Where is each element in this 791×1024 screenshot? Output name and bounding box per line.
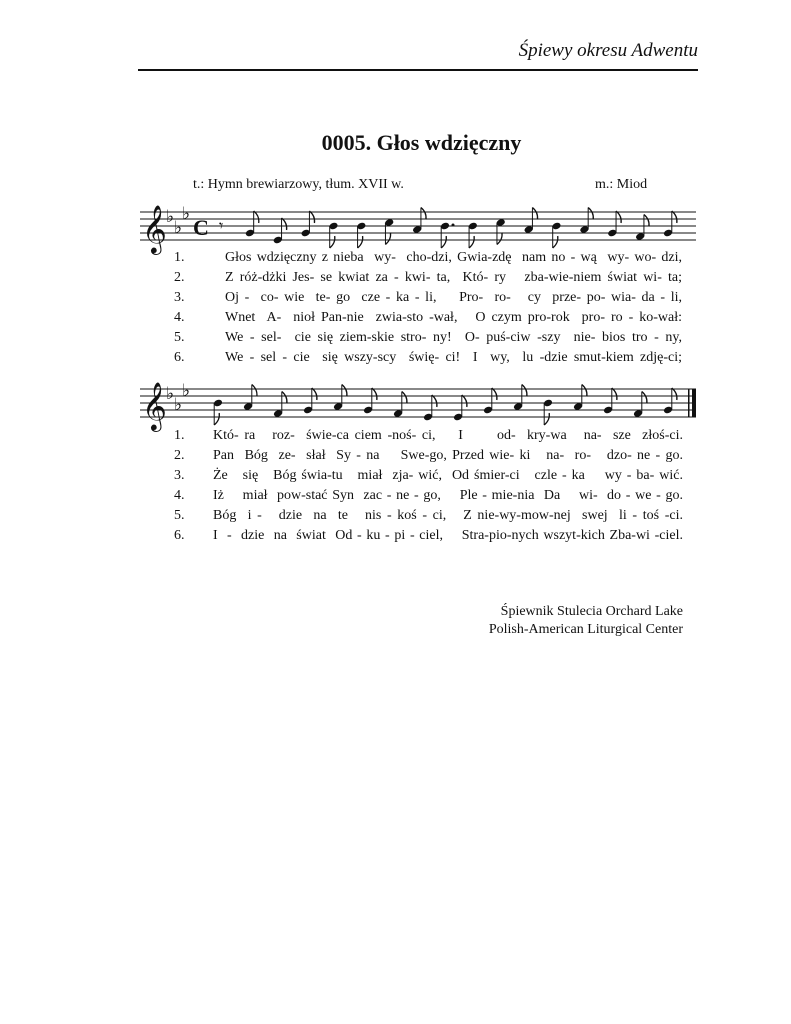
note-flag [372, 388, 377, 400]
verse-row [0, 488, 791, 508]
note-flag [358, 236, 363, 248]
verse-row [0, 528, 791, 548]
verse-number: 2. [174, 270, 185, 285]
note-flag [616, 211, 621, 223]
source-line-1: Śpiewnik Stulecia Orchard Lake [500, 604, 683, 619]
verse-row [0, 310, 791, 330]
verse-row [0, 330, 791, 350]
note-flag [402, 392, 407, 404]
verse-row [0, 350, 791, 370]
music-staff-1 [0, 195, 791, 255]
note-flag [309, 211, 314, 223]
notes-system-1 [219, 208, 677, 249]
verse-lyrics: Iż miał pow-stać Syn zac - ne - go, Ple - mie-nia Da wi- do - we - go. [213, 488, 683, 503]
eighth-rest: 𝄾 [219, 216, 224, 235]
verse-lyrics: We - sel - cie się wszy-scy świę- ci! I wy, lu -dzie smut-kiem zdję-ci; [225, 350, 682, 365]
verse-lyrics: We - sel- cie się ziem-skie stro- ny! O- puś-ciw -szy nie- bios tro - ny, [225, 330, 682, 345]
note-flag [544, 413, 549, 425]
verse-row [0, 250, 791, 270]
verse-number: 4. [174, 310, 185, 325]
note-flag [254, 211, 259, 223]
note-flag [492, 388, 497, 400]
verse-lyrics: Że się Bóg świa-tu miał zja- wić, Od śmier-ci czle - ka wy - ba- wić. [213, 468, 683, 483]
verse-number: 2. [174, 448, 185, 463]
verse-row [0, 270, 791, 290]
note-flag [214, 413, 219, 425]
notes-system-2 [213, 385, 677, 426]
verse-number: 1. [174, 428, 185, 443]
music-staff-2 [0, 372, 791, 432]
verse-lyrics: Pan Bóg ze- słał Sy - na Swe-go, Przed wie- ki na- ro- dzo- ne - go. [213, 448, 683, 463]
svg-text:♭: ♭ [166, 384, 175, 404]
svg-text:♭: ♭ [166, 207, 175, 227]
note-flag [252, 385, 257, 397]
verse-number: 5. [174, 330, 185, 345]
verse-lyrics: Oj - co- wie te- go cze - ka - li, Pro- ro- cy prze- po- wia- da - li, [225, 290, 682, 305]
treble-clef-icon: 𝄞 [142, 381, 167, 430]
final-barline [688, 389, 696, 417]
verse-row [0, 428, 791, 448]
verse-number: 3. [174, 290, 185, 305]
verse-number: 4. [174, 488, 185, 503]
note-flag [342, 385, 347, 397]
verse-lyrics: Wnet A- nioł Pan-nie zwia-sto -wał, O czym pro-rok pro- ro - ko-wał: [225, 310, 682, 325]
note-flag [312, 388, 317, 400]
music-credit: m.: Miod [595, 177, 648, 192]
verse-lyrics: Bóg i - dzie na te nis - koś - ci, Z nie-wy-mow-nej swej li - toś -ci. [213, 508, 683, 523]
verse-row [0, 448, 791, 468]
note-flag [497, 233, 502, 245]
note-flag [553, 236, 558, 248]
note-flag [282, 218, 287, 230]
svg-text:♭: ♭ [182, 381, 191, 401]
verse-row [0, 468, 791, 488]
note-flag [469, 236, 474, 248]
note-flag [532, 208, 537, 220]
verses-part-1 [0, 250, 791, 370]
treble-clef-icon: 𝄞 [142, 204, 167, 253]
header-rule [138, 69, 698, 71]
note-flag [588, 208, 593, 220]
running-header: Śpiewy okresu Adwentu [518, 40, 698, 61]
song-title: 0005. Głos wdzięczny [321, 130, 522, 155]
verse-row [0, 508, 791, 528]
text-credit: t.: Hymn brewiarzowy, tłum. XVII w. [193, 177, 404, 192]
verse-number: 5. [174, 508, 185, 523]
source-line-2: Polish-American Liturgical Center [488, 622, 683, 637]
note-flag [672, 211, 677, 223]
note-flag [421, 208, 426, 220]
verse-number: 6. [174, 350, 185, 365]
note-flag [441, 236, 446, 248]
source-credit [489, 603, 683, 639]
verse-number: 1. [174, 250, 185, 265]
verse-number: 3. [174, 468, 185, 483]
verse-lyrics: Z róż-dżki Jes- se kwiat za - kwi- ta, Któ- ry zba-wie-niem świat wi- ta; [225, 270, 682, 285]
note-flag [462, 395, 467, 407]
note-flag [330, 236, 335, 248]
note-flag [432, 395, 437, 407]
note-flag [522, 385, 527, 397]
verse-lyrics: Głos wdzięczny z nieba wy- cho-dzi, Gwia-zdę nam no - wą wy- wo- dzi, [225, 250, 682, 265]
verse-row [0, 290, 791, 310]
note-flag [385, 233, 390, 245]
note-flag [582, 385, 587, 397]
note-flag [644, 215, 649, 227]
note-flag [672, 388, 677, 400]
note-flag [282, 392, 287, 404]
verses-part-2 [0, 428, 791, 548]
note-dot [452, 224, 455, 227]
note-flag [642, 392, 647, 404]
svg-text:♭: ♭ [174, 395, 183, 415]
time-signature-common: C [193, 215, 209, 240]
note-flag [612, 388, 617, 400]
svg-text:♭: ♭ [174, 218, 183, 238]
verse-lyrics: I - dzie na świat Od - ku - pi - ciel, Stra-pio-nych wszyt-kich Zba-wi -ciel. [213, 528, 683, 543]
verse-lyrics: Któ- ra roz- świe-ca ciem -noś- ci, I od- kry-wa na- sze złoś-ci. [213, 428, 683, 443]
svg-text:♭: ♭ [182, 204, 191, 224]
verse-number: 6. [174, 528, 185, 543]
